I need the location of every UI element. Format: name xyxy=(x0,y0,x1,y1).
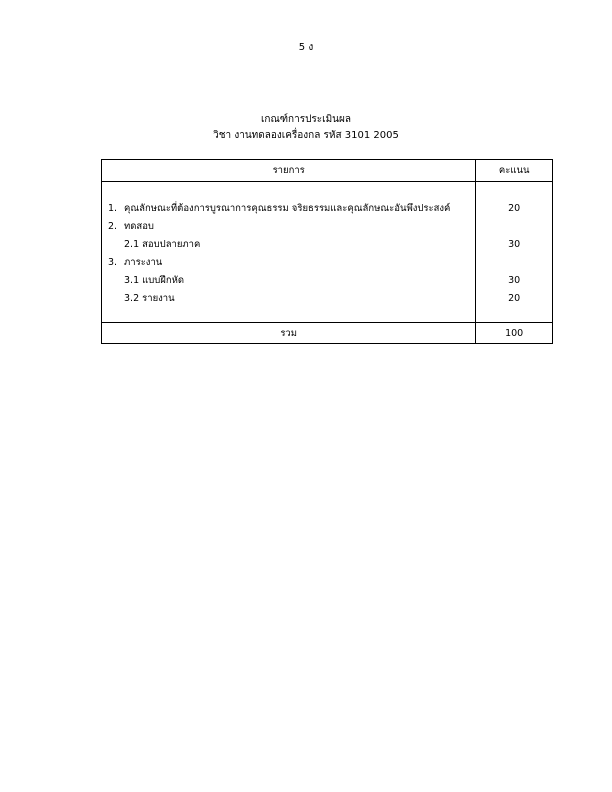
row-score xyxy=(476,272,552,290)
table-row xyxy=(102,290,475,308)
document-title xyxy=(0,112,612,144)
table-body-row xyxy=(102,182,553,323)
table-row xyxy=(102,272,475,290)
score-value: 20 xyxy=(508,293,521,304)
header-item: รายการ xyxy=(102,160,476,182)
table-row xyxy=(102,236,475,254)
items-cell xyxy=(102,182,476,323)
row-number: 2. xyxy=(108,221,118,232)
scores-cell xyxy=(476,182,553,323)
score-value: 20 xyxy=(508,203,521,214)
table-row xyxy=(102,200,475,218)
score-value: 30 xyxy=(508,275,521,286)
row-text: 3.1 แบบฝึกหัด xyxy=(124,275,185,286)
row-text: 3.2 รายงาน xyxy=(124,293,175,304)
header-score: คะแนน xyxy=(476,160,553,182)
total-label: รวม xyxy=(102,323,476,344)
total-score: 100 xyxy=(476,323,553,344)
table-footer-row xyxy=(102,323,553,344)
evaluation-table xyxy=(101,159,553,344)
table-header-row xyxy=(102,160,553,182)
row-text: 2.1 สอบปลายภาค xyxy=(124,239,201,250)
row-number: 1. xyxy=(108,203,118,214)
table-row xyxy=(102,254,475,272)
row-text: ภาระงาน xyxy=(124,257,163,268)
table-row xyxy=(102,218,475,236)
title-line-2: วิชา งานทดลองเครื่องกล รหัส 3101 2005 xyxy=(213,130,399,141)
page-number: 5 ง xyxy=(298,42,314,53)
title-line-1: เกณฑ์การประเมินผล xyxy=(260,114,351,125)
row-text: คุณลักษณะที่ต้องการบูรณาการคุณธรรม จริยธรรมและคุณลักษณะอันพึงประสงค์ xyxy=(124,203,451,214)
row-score xyxy=(476,290,552,308)
row-text: ทดสอบ xyxy=(124,221,154,232)
row-score xyxy=(476,200,552,218)
row-score xyxy=(476,236,552,254)
score-value: 30 xyxy=(508,239,521,250)
row-number: 3. xyxy=(108,257,118,268)
